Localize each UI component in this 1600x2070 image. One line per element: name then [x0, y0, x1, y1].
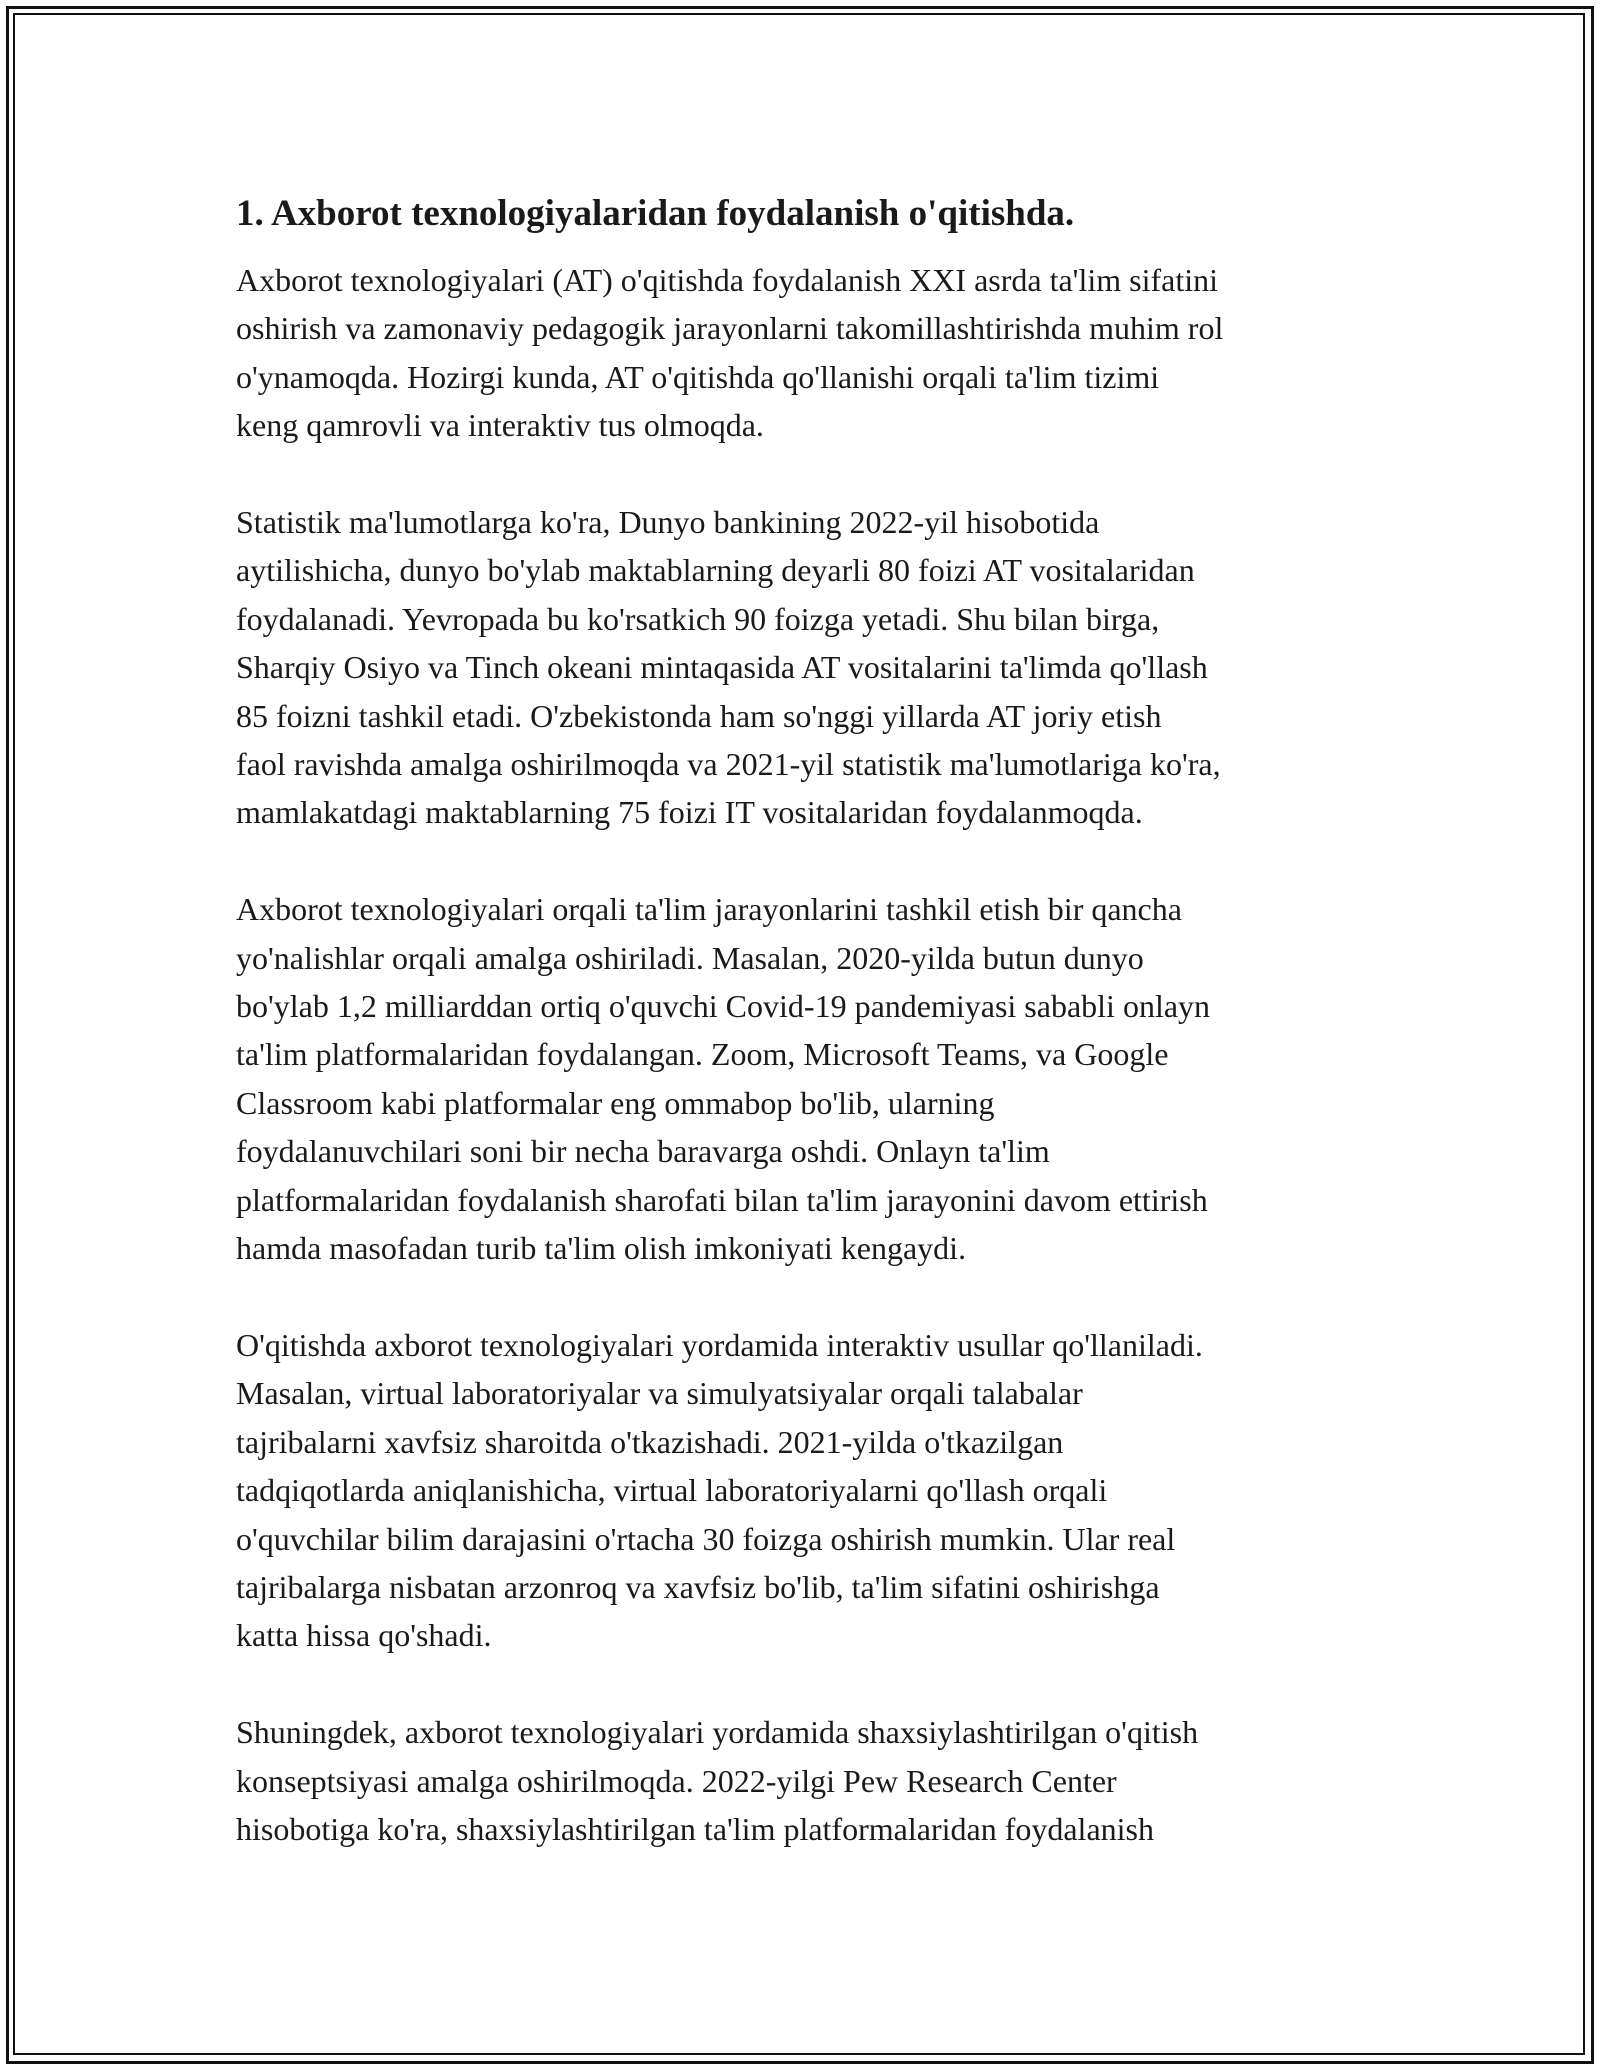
paragraph-line: Classroom kabi platformalar eng ommabop bo'lib, ularning: [236, 1084, 995, 1121]
document-body: [236, 186, 1396, 1853]
paragraph-line: foydalanadi. Yevropada bu ko'rsatkich 90 foizga yetadi. Shu bilan birga,: [236, 600, 1160, 637]
paragraph-line: ta'lim platformalaridan foydalangan. Zoom, Microsoft Teams, va Google: [236, 1036, 1169, 1073]
paragraph-line: aytilishicha, dunyo bo'ylab maktablarning deyarli 80 foizi AT vositalaridan: [236, 552, 1195, 589]
paragraph-line: konseptsiyasi amalga oshirilmoqda. 2022-yilgi Pew Research Center: [236, 1762, 1117, 1799]
paragraph-line: oshirish va zamonaviy pedagogik jarayonlarni takomillashtirishda muhim rol: [236, 310, 1224, 347]
paragraph-line: keng qamrovli va interaktiv tus olmoqda.: [236, 407, 764, 444]
paragraph-line: 85 foizni tashkil etadi. O'zbekistonda ham so'nggi yillarda AT joriy etish: [236, 697, 1162, 734]
paragraph-line: Axborot texnologiyalari (AT) o'qitishda foydalanish XXI asrda ta'lim sifatini: [236, 262, 1218, 298]
paragraph-line: mamlakatdagi maktablarning 75 foizi IT vositalaridan foydalanmoqda.: [236, 794, 1143, 831]
paragraph-statistics: [236, 498, 1396, 837]
paragraph-line: O'qitishda axborot texnologiyalari yordamida interaktiv usullar qo'llaniladi.: [236, 1326, 1203, 1363]
paragraph-line: o'quvchilar bilim darajasini o'rtacha 30 foizga oshirish mumkin. Ular real: [236, 1520, 1176, 1557]
paragraph-line: Axborot texnologiyalari orqali ta'lim jarayonlarini tashkil etish bir qancha: [236, 891, 1182, 928]
paragraph-line: hisobotiga ko'ra, shaxsiylashtirilgan ta'lim platformalaridan foydalanish: [236, 1810, 1154, 1847]
paragraph-line: Masalan, virtual laboratoriyalar va simulyatsiyalar orqali talabalar: [236, 1375, 1083, 1412]
paragraph-line: Shuningdek, axborot texnologiyalari yordamida shaxsiylashtirilgan o'qitish: [236, 1714, 1199, 1751]
paragraph-line: tajribalarga nisbatan arzonroq va xavfsiz bo'lib, ta'lim sifatini oshirishga: [236, 1568, 1160, 1605]
paragraph-personalized-learning: [236, 1708, 1396, 1853]
paragraph-line: bo'ylab 1,2 milliarddan ortiq o'quvchi Covid-19 pandemiyasi sababli onlayn: [236, 988, 1211, 1025]
paragraph-spacer: [236, 450, 1396, 498]
paragraph-online-learning: [236, 885, 1396, 1272]
paragraph-spacer: [236, 1660, 1396, 1708]
paragraph-line: platformalaridan foydalanish sharofati bilan ta'lim jarayonini davom ettirish: [236, 1181, 1208, 1218]
paragraph-intro: [236, 256, 1396, 450]
paragraph-line: foydalanuvchilari soni bir necha baravarga oshdi. Onlayn ta'lim: [236, 1133, 1050, 1170]
paragraph-interactive-methods: [236, 1321, 1396, 1660]
paragraph-line: Statistik ma'lumotlarga ko'ra, Dunyo bankining 2022-yil hisobotida: [236, 504, 1100, 541]
paragraph-spacer: [236, 837, 1396, 885]
paragraph-line: katta hissa qo'shadi.: [236, 1617, 492, 1654]
paragraph-line: hamda masofadan turib ta'lim olish imkoniyati kengaydi.: [236, 1230, 967, 1267]
paragraph-line: o'ynamoqda. Hozirgi kunda, AT o'qitishda qo'llanishi orqali ta'lim tizimi: [236, 358, 1160, 395]
paragraph-line: tadqiqotlarda aniqlanishicha, virtual laboratoriyalarni qo'llash orqali: [236, 1472, 1108, 1509]
paragraph-line: Sharqiy Osiyo va Tinch okeani mintaqasida AT vositalarini ta'limda qo'llash: [236, 649, 1208, 686]
paragraph-line: tajribalarni xavfsiz sharoitda o'tkazishadi. 2021-yilda o'tkazilgan: [236, 1423, 1064, 1460]
paragraph-line: yo'nalishlar orqali amalga oshiriladi. Masalan, 2020-yilda butun dunyo: [236, 939, 1144, 976]
section-title: 1. Axborot texnologiyalaridan foydalanish o'qitishda.: [236, 193, 1075, 234]
paragraph-line: faol ravishda amalga oshirilmoqda va 2021-yil statistik ma'lumotlariga ko'ra,: [236, 746, 1221, 783]
paragraph-spacer: [236, 1273, 1396, 1321]
